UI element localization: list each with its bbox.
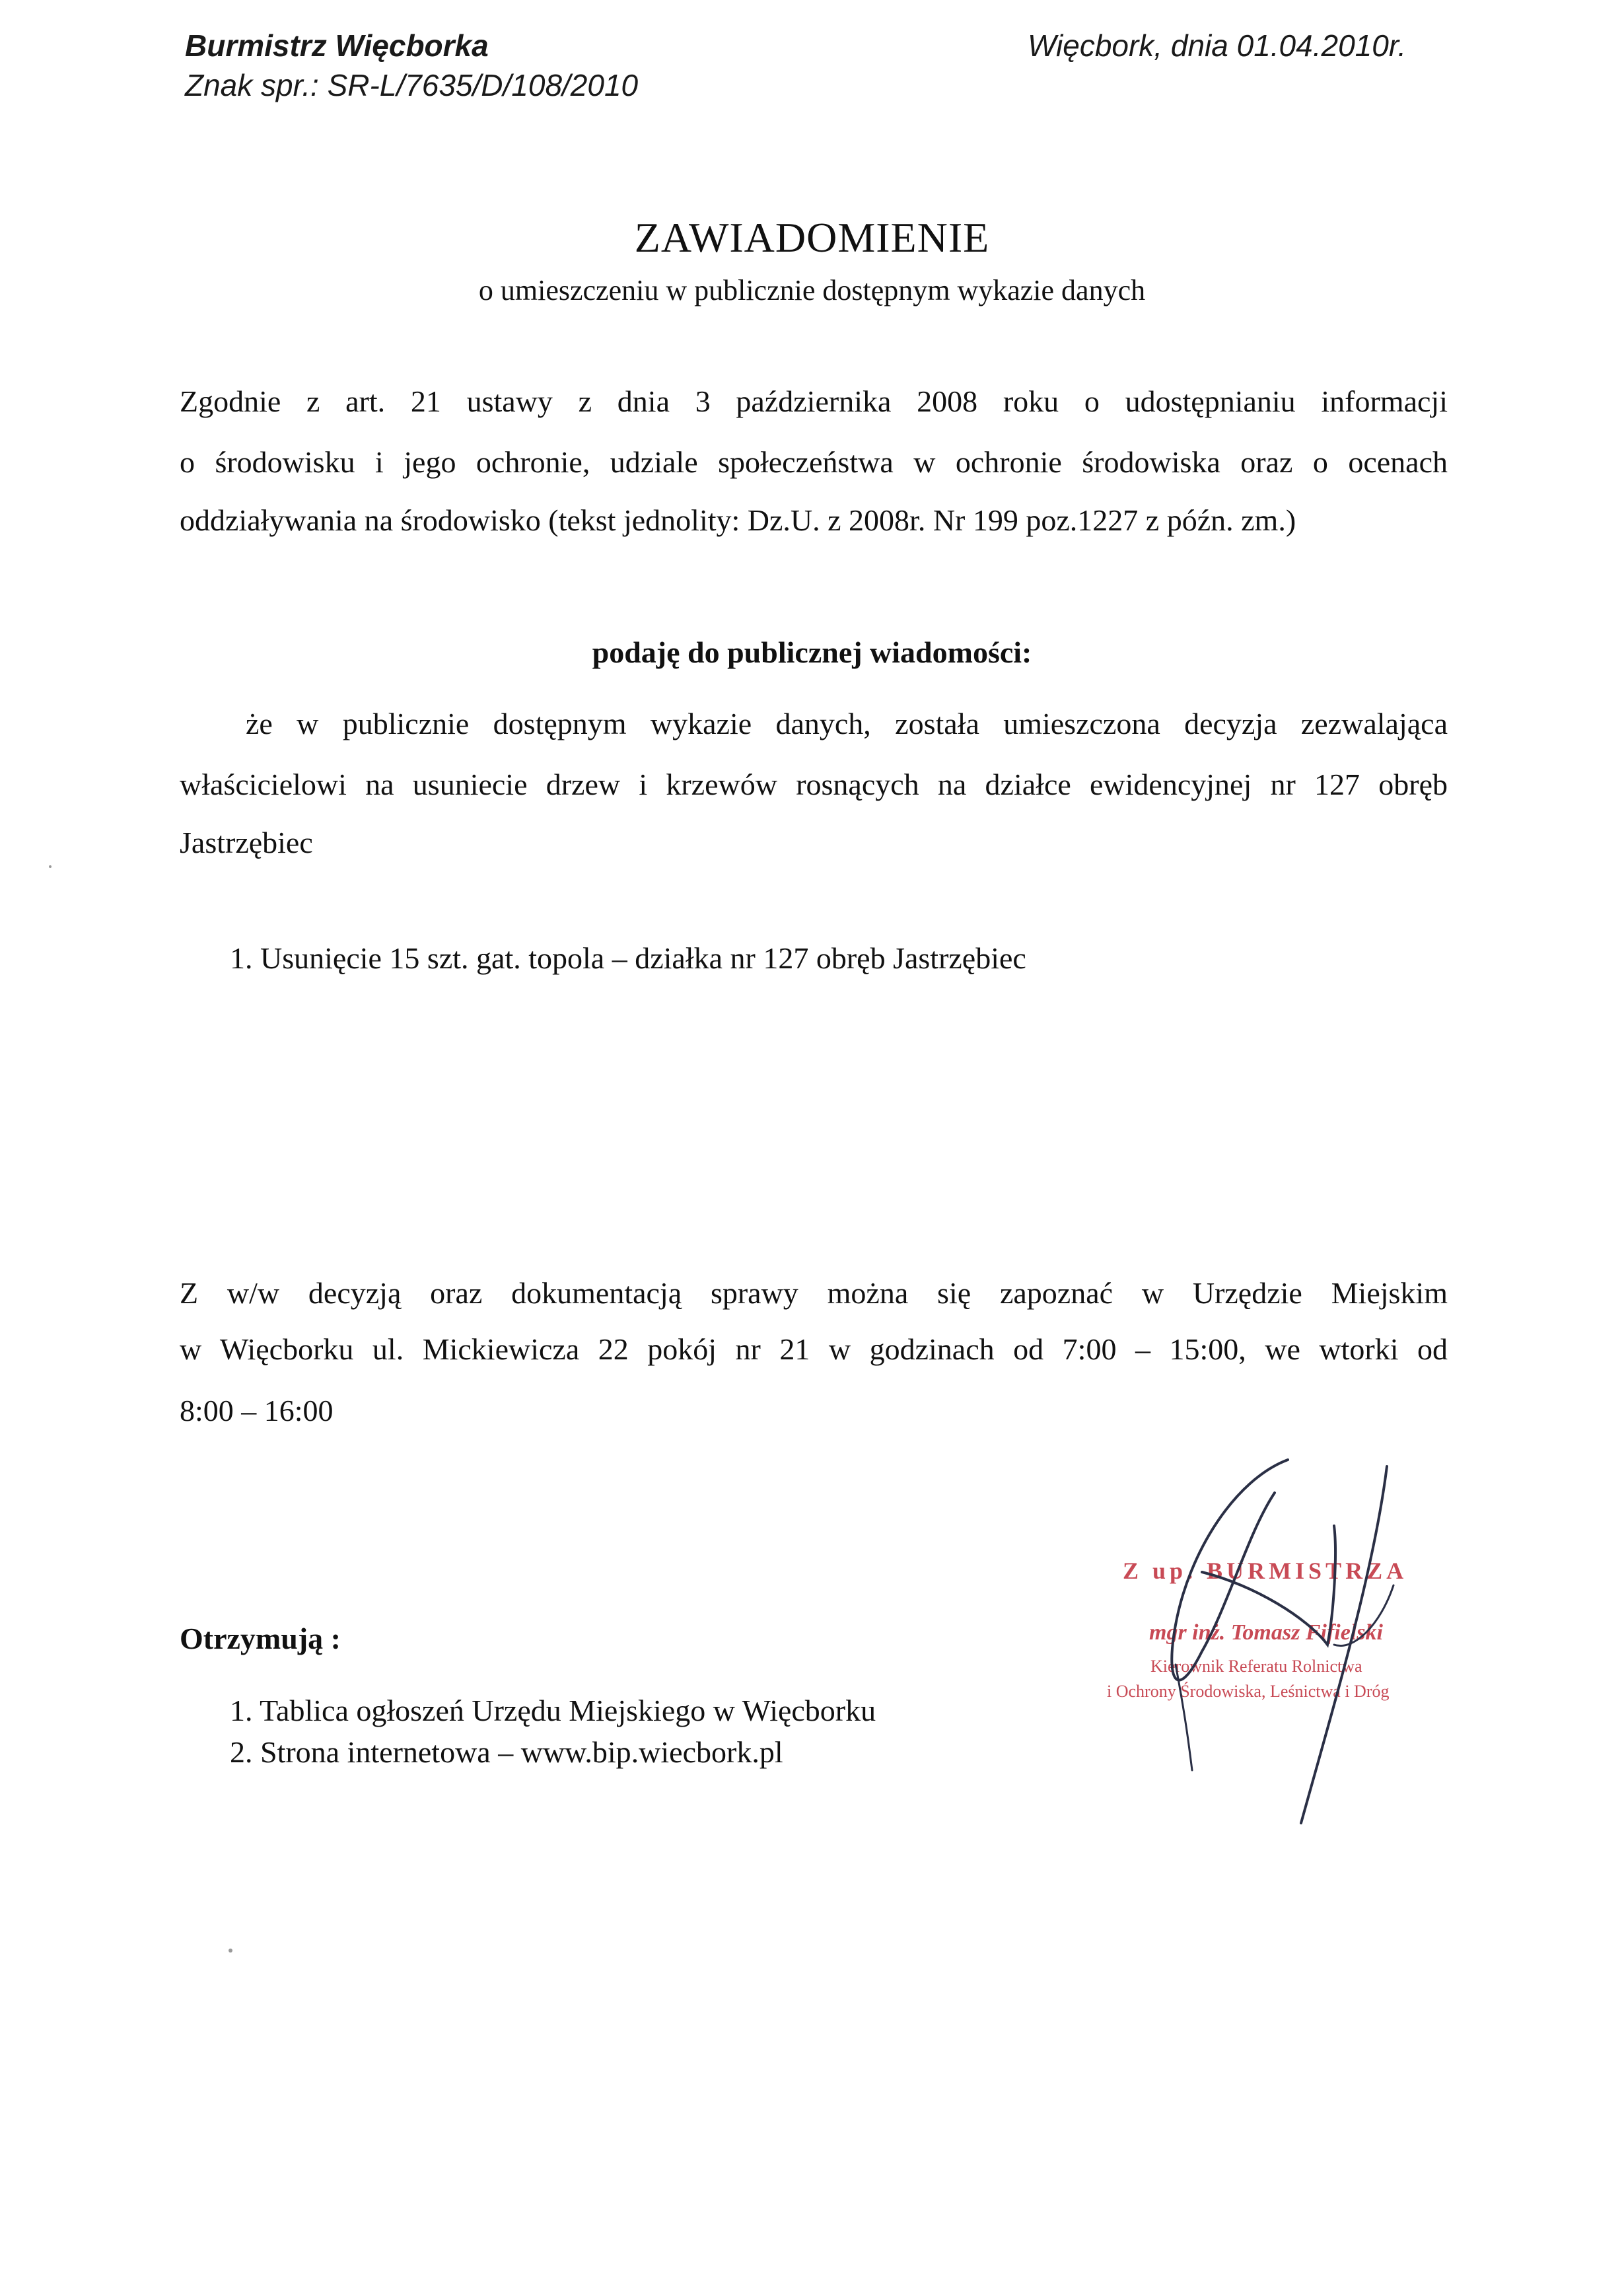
document-title: ZAWIADOMIENIE — [634, 214, 990, 261]
legal-basis-line: oddziaływania na środowisko (tekst jednolity: Dz.U. z 2008r. Nr 199 poz.1227 z późn. zm.) — [180, 503, 1296, 537]
stamp-role: Kierownik Referatu Rolnictwa — [1150, 1657, 1362, 1676]
document-date: Więcbork, dnia 01.04.2010r. — [1028, 28, 1407, 63]
decision-line: właścicielowi na usuniecie drzew i krzewów rosnących na działce ewidencyjnej nr 127 obręb — [180, 768, 1448, 801]
legal-basis-line: o środowisku i jego ochronie, udziale społeczeństwa w ochronie środowiska oraz o ocenach — [180, 445, 1448, 479]
scan-speck — [49, 865, 52, 868]
recipients-label: Otrzymują : — [180, 1622, 341, 1655]
inspection-line: 8:00 – 16:00 — [180, 1394, 334, 1427]
issuing-authority: Burmistrz Więcborka — [185, 28, 489, 63]
recipient-item: 2. Strona internetowa – www.bip.wiecbork.pl — [230, 1735, 783, 1769]
recipient-item: 1. Tablica ogłoszeń Urzędu Miejskiego w Więcborku — [230, 1694, 876, 1727]
stamp-title: Z up. BURMISTRZA — [1123, 1558, 1408, 1584]
stamp-role: i Ochrony Środowiska, Leśnictwa i Dróg — [1107, 1682, 1390, 1701]
decision-line: Jastrzębiec — [180, 826, 313, 859]
list-item: 1. Usunięcie 15 szt. gat. topola – działka nr 127 obręb Jastrzębiec — [230, 941, 1026, 975]
handwritten-signature — [1136, 1453, 1479, 1849]
legal-basis-line: Zgodnie z art. 21 ustawy z dnia 3 października 2008 roku o udostępnianiu informacji — [180, 384, 1448, 418]
announcement-heading: podaję do publicznej wiadomości: — [592, 635, 1032, 669]
decision-line: że w publicznie dostępnym wykazie danych, została umieszczona decyzja zezwalająca — [246, 707, 1448, 740]
document-subtitle: o umieszczeniu w publicznie dostępnym wykazie danych — [478, 274, 1146, 306]
stamp-name: mgr inż. Tomasz Fifielski — [1149, 1620, 1383, 1645]
inspection-line: w Więcborku ul. Mickiewicza 22 pokój nr 21 w godzinach od 7:00 – 15:00, we wtorki od — [180, 1332, 1448, 1366]
scan-speck — [229, 1949, 232, 1953]
inspection-line: Z w/w decyzją oraz dokumentacją sprawy można się zapoznać w Urzędzie Miejskim — [180, 1276, 1448, 1310]
case-reference: Znak spr.: SR-L/7635/D/108/2010 — [185, 68, 639, 102]
